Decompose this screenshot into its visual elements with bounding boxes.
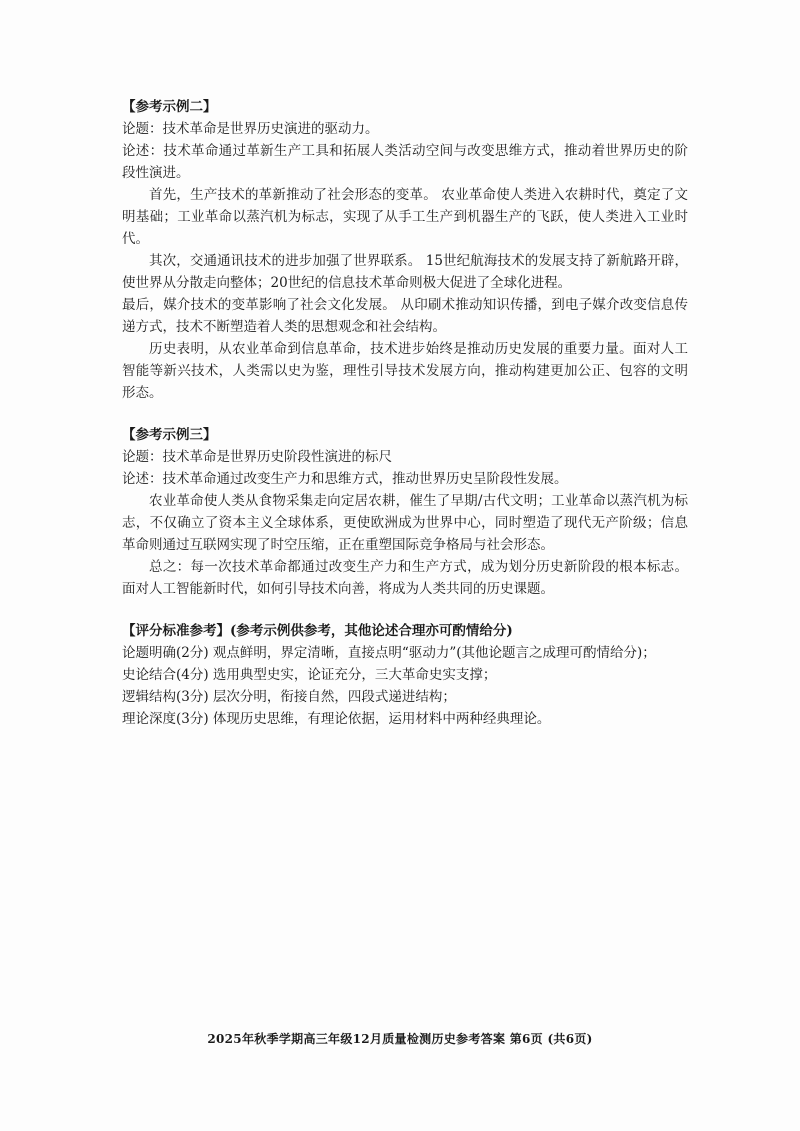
scoring-item: 理论深度(3分) 体现历史思维，有理论依据，运用材料中两种经典理论。 (122, 711, 551, 727)
example-2-heading: 【参考示例二】 (122, 99, 217, 115)
reference-example-3 (122, 424, 688, 600)
scoring-item: 逻辑结构(3分) 层次分明，衔接自然，四段式递进结构； (122, 689, 456, 705)
page-content (122, 96, 688, 750)
example-3-heading: 【参考示例三】 (122, 427, 217, 443)
example-2-paragraph-2: 其次，交通通讯技术的进步加强了世界联系。 15世纪航海技术的发展支持了新航路开辟，使世界从分散走向整体；20世纪的信息技术革命则极大促进了全球化进程。 (122, 253, 688, 291)
example-2-argument: 论述：技术革命通过革新生产工具和拓展人类活动空间与改变思维方式，推动着世界历史的阶段性演进。 (122, 143, 688, 181)
example-2-paragraph-4: 历史表明，从农业革命到信息革命，技术进步始终是推动历史发展的重要力量。面对人工智能等新兴技术，人类需以史为鉴，理性引导技术发展方向，推动构建更加公正、包容的文明形态。 (122, 341, 688, 401)
example-3-paragraph-2: 总之：每一次技术革命都通过改变生产力和生产方式，成为划分历史新阶段的根本标志。面对人工智能新时代，如何引导技术向善，将成为人类共同的历史课题。 (122, 559, 688, 597)
example-3-thesis: 论题：技术革命是世界历史阶段性演进的标尺 (122, 449, 392, 465)
reference-example-2 (122, 96, 688, 404)
scoring-criteria (122, 620, 688, 730)
example-2-paragraph-1: 首先，生产技术的革新推动了社会形态的变革。 农业革命使人类进入农耕时代，奠定了文明基础；工业革命以蒸汽机为标志，实现了从手工生产到机器生产的飞跃，使人类进入工业时代。 (122, 187, 688, 247)
example-2-paragraph-3: 最后，媒介技术的变革影响了社会文化发展。 从印刷术推动知识传播，到电子媒介改变信息传递方式，技术不断塑造着人类的思想观念和社会结构。 (122, 297, 688, 335)
scoring-item: 史论结合(4分) 选用典型史实，论证充分，三大革命史实支撑； (122, 667, 497, 683)
example-2-thesis: 论题：技术革命是世界历史演进的驱动力。 (122, 121, 379, 137)
scoring-heading: 【评分标准参考】(参考示例供参考，其他论述合理亦可酌情给分) (122, 623, 513, 639)
example-3-paragraph-1: 农业革命使人类从食物采集走向定居农耕，催生了早期/古代文明；工业革命以蒸汽机为标志，不仅确立了资本主义全球体系，更使欧洲成为世界中心，同时塑造了现代无产阶级；信息革命则通过互联网实现了时空压缩，正在重塑国际竞争格局与社会形态。 (122, 493, 688, 553)
page-footer: 2025年秋季学期高三年级12月质量检测历史参考答案 第6页 (共6页) (207, 1032, 593, 1046)
scoring-item: 论题明确(2分) 观点鲜明，界定清晰，直接点明“驱动力”(其他论题言之成理可酌情给分)； (122, 645, 656, 661)
example-3-argument: 论述：技术革命通过改变生产力和思维方式，推动世界历史呈阶段性发展。 (122, 471, 568, 487)
